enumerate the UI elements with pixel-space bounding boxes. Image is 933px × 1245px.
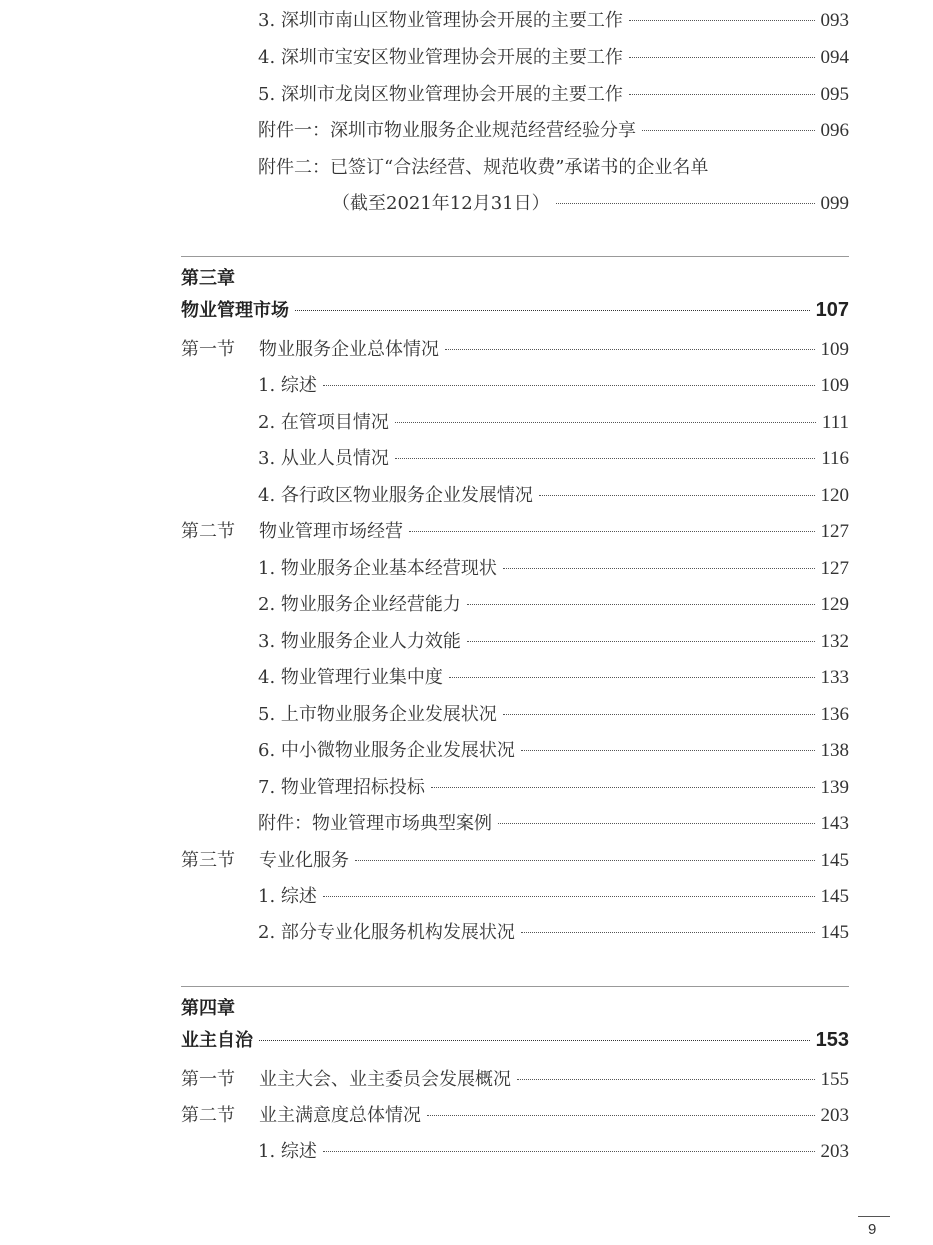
toc-section[interactable]	[181, 337, 849, 363]
toc-entry[interactable]	[258, 920, 849, 946]
dot-leader	[259, 1040, 810, 1041]
toc-entry-page: 096	[820, 120, 849, 141]
toc-entry[interactable]	[258, 8, 849, 34]
toc-entry-page: 138	[820, 740, 849, 761]
toc-entry-title: 1. 物业服务企业基本经营现状	[258, 558, 497, 579]
toc-entry-title: 3. 物业服务企业人力效能	[258, 631, 461, 652]
chapter-title-row[interactable]	[181, 297, 849, 323]
dot-leader	[449, 677, 815, 678]
chapter-number: 第四章	[181, 998, 235, 1019]
toc-entry-title: 6. 中小微物业服务企业发展状况	[258, 740, 515, 761]
dot-leader	[556, 203, 815, 204]
toc-entry-page: 139	[820, 777, 849, 798]
toc-entry[interactable]	[258, 373, 849, 399]
toc-entry-page: 145	[820, 922, 849, 943]
dot-leader	[539, 495, 815, 496]
dot-leader	[629, 57, 815, 58]
toc-entry[interactable]	[258, 118, 849, 144]
toc-entry[interactable]	[258, 410, 849, 436]
chapter-divider	[181, 986, 849, 987]
dot-leader	[503, 568, 815, 569]
toc-entry-page: 203	[820, 1105, 849, 1126]
dot-leader	[395, 422, 816, 423]
dot-leader	[642, 130, 815, 131]
toc-entry-page: 203	[820, 1141, 849, 1162]
toc-entry[interactable]	[258, 446, 849, 472]
toc-entry[interactable]	[258, 82, 849, 108]
dot-leader	[467, 641, 815, 642]
toc-entry-page: 133	[820, 667, 849, 688]
toc-entry-continuation[interactable]	[332, 191, 849, 217]
toc-entry-title: 附件二：已签订“合法经营、规范收费”承诺书的企业名单	[258, 157, 709, 178]
toc-section[interactable]	[181, 519, 849, 545]
toc-entry-page: 094	[820, 47, 849, 68]
toc-entry-page: 116	[821, 448, 849, 469]
toc-entry-page: 111	[821, 412, 849, 433]
chapter-page: 153	[815, 1029, 849, 1051]
toc-entry-page: 136	[820, 704, 849, 725]
toc-entry[interactable]	[258, 45, 849, 71]
chapter-divider	[181, 256, 849, 257]
toc-entry[interactable]	[258, 592, 849, 618]
toc-entry[interactable]	[258, 884, 849, 910]
toc-entry[interactable]	[258, 629, 849, 655]
section-title: 物业管理市场经营	[259, 521, 403, 542]
toc-entry-title: 附件一：深圳市物业服务企业规范经营经验分享	[258, 120, 636, 141]
toc-entry-page: 093	[820, 10, 849, 31]
toc-entry[interactable]	[258, 775, 849, 801]
toc-entry-page: 127	[820, 558, 849, 579]
dot-leader	[323, 385, 815, 386]
toc-entry-title: 2. 在管项目情况	[258, 412, 389, 433]
chapter-number: 第三章	[181, 268, 235, 289]
toc-entry-page: 109	[820, 339, 849, 360]
toc-entry-page: 127	[820, 521, 849, 542]
toc-entry-page: 129	[820, 594, 849, 615]
dot-leader	[498, 823, 815, 824]
chapter-page: 107	[815, 299, 849, 321]
toc-entry-title: 2. 部分专业化服务机构发展状况	[258, 922, 515, 943]
toc-entry-page: 132	[820, 631, 849, 652]
dot-leader	[467, 604, 815, 605]
dot-leader	[629, 20, 815, 21]
toc-entry-title: 3. 从业人员情况	[258, 448, 389, 469]
chapter-title: 物业管理市场	[181, 300, 289, 321]
section-title: 业主满意度总体情况	[259, 1105, 421, 1126]
toc-entry[interactable]	[258, 738, 849, 764]
toc-section[interactable]	[181, 848, 849, 874]
toc-entry-title: 7. 物业管理招标投标	[258, 777, 425, 798]
dot-leader	[521, 932, 815, 933]
toc-entry[interactable]	[258, 1139, 849, 1165]
toc-entry-page: 155	[820, 1069, 849, 1090]
toc-entry-page: 143	[820, 813, 849, 834]
toc-entry-title: 4. 物业管理行业集中度	[258, 667, 443, 688]
section-number: 第三节	[181, 850, 235, 871]
section-number: 第一节	[181, 339, 235, 360]
toc-entry-page: 095	[820, 84, 849, 105]
page-number: 9	[868, 1221, 877, 1238]
dot-leader	[323, 896, 815, 897]
toc-section[interactable]	[181, 1067, 849, 1093]
section-title: 业主大会、业主委员会发展概况	[259, 1069, 511, 1090]
toc-entry-title: 4. 各行政区物业服务企业发展情况	[258, 485, 533, 506]
toc-entry-title: 5. 上市物业服务企业发展状况	[258, 704, 497, 725]
toc-entry[interactable]	[258, 702, 849, 728]
toc-entry[interactable]	[258, 665, 849, 691]
toc-entry-title: 1. 综述	[258, 886, 317, 907]
dot-leader	[431, 787, 815, 788]
dot-leader	[521, 750, 815, 751]
toc-entry-page: 145	[820, 886, 849, 907]
section-title: 专业化服务	[259, 850, 349, 871]
chapter-title: 业主自治	[181, 1030, 253, 1051]
dot-leader	[445, 349, 815, 350]
toc-entry[interactable]	[258, 483, 849, 509]
toc-entry-title: 1. 综述	[258, 375, 317, 396]
footer-rule	[858, 1216, 890, 1217]
dot-leader	[503, 714, 815, 715]
chapter-title-row[interactable]	[181, 1027, 849, 1053]
toc-entry-page: 145	[820, 850, 849, 871]
toc-entry-page: 109	[820, 375, 849, 396]
dot-leader	[409, 531, 815, 532]
toc-section[interactable]	[181, 1103, 849, 1129]
toc-entry-title: 5. 深圳市龙岗区物业管理协会开展的主要工作	[258, 84, 623, 105]
toc-entry-page: 099	[820, 193, 849, 214]
dot-leader	[295, 310, 810, 311]
dot-leader	[395, 458, 815, 459]
toc-entry-page: 120	[820, 485, 849, 506]
dot-leader	[427, 1115, 815, 1116]
toc-entry-title: 4. 深圳市宝安区物业管理协会开展的主要工作	[258, 47, 623, 68]
section-number: 第一节	[181, 1069, 235, 1090]
section-number: 第二节	[181, 1105, 235, 1126]
toc-entry[interactable]	[258, 811, 849, 837]
section-number: 第二节	[181, 521, 235, 542]
dot-leader	[629, 94, 815, 95]
toc-entry[interactable]	[258, 155, 849, 181]
toc-entry[interactable]	[258, 556, 849, 582]
toc-entry-title: （截至2021年12月31日）	[332, 193, 550, 214]
toc-entry-title: 1. 综述	[258, 1141, 317, 1162]
section-title: 物业服务企业总体情况	[259, 339, 439, 360]
toc-entry-title: 2. 物业服务企业经营能力	[258, 594, 461, 615]
dot-leader	[517, 1079, 815, 1080]
toc-entry-title: 3. 深圳市南山区物业管理协会开展的主要工作	[258, 10, 623, 31]
toc-entry-title: 附件：物业管理市场典型案例	[258, 813, 492, 834]
dot-leader	[355, 860, 815, 861]
dot-leader	[323, 1151, 815, 1152]
